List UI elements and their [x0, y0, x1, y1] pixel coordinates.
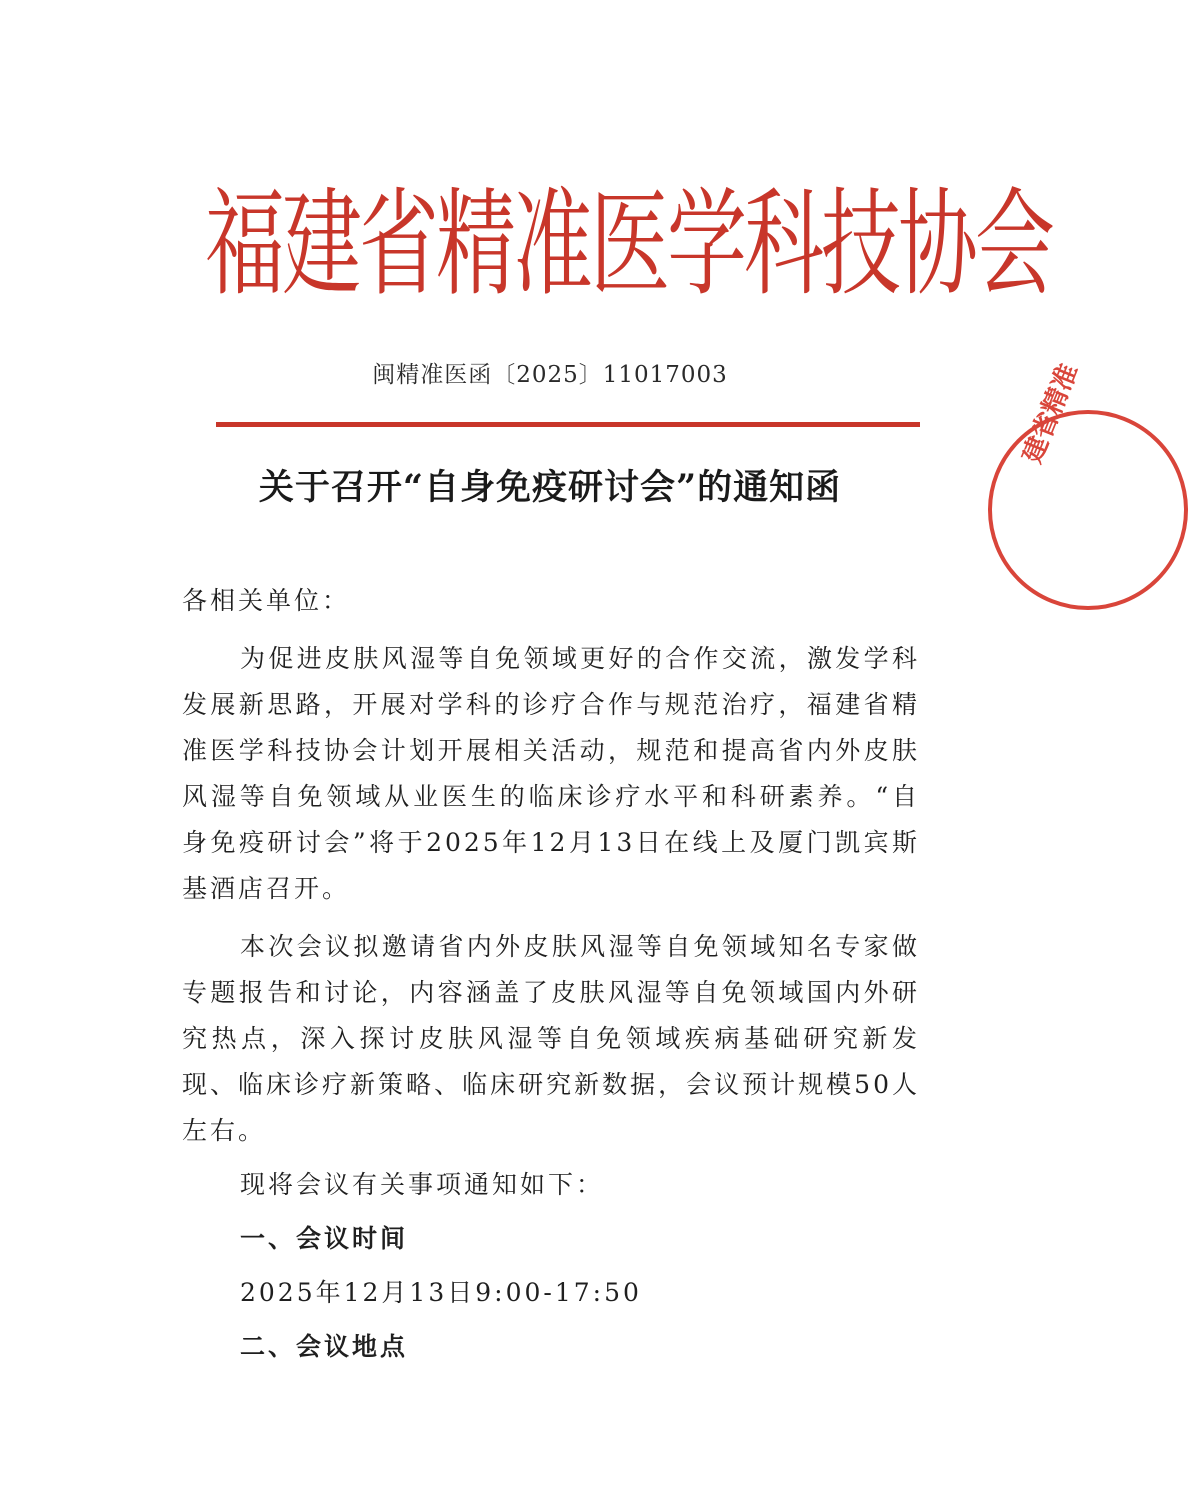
- official-seal-stamp: [988, 359, 1188, 610]
- red-divider: [216, 422, 920, 427]
- document-body: [182, 578, 920, 1370]
- greeting: 各相关单位：: [182, 586, 351, 615]
- paragraph-purpose: 为促进皮肤风湿等自免领域更好的合作交流，激发学科发展新思路，开展对学科的诊疗合作与规范治疗，福建省精准医学科技协会计划开展相关活动，规范和提高省内外皮肤风湿等自免领域从业医生的临床诊疗水平和科研素养。“自身免疫研讨会”将于2025年12月13日在线上及厦门凯宾斯基酒店召开。: [182, 644, 920, 903]
- document-number: 闽精准医函〔2025〕11017003: [372, 362, 728, 388]
- organization-letterhead: 福建省精准医学科技协会: [205, 176, 1052, 312]
- seal-text: 建省精准: [1017, 359, 1085, 468]
- document-title: 关于召开“自身免疫研讨会”的通知函: [258, 467, 842, 508]
- section-heading-time: 一、会议时间: [240, 1224, 409, 1253]
- section-heading-location: 二、会议地点: [240, 1332, 409, 1361]
- notice-intro: 现将会议有关事项通知如下：: [240, 1170, 605, 1199]
- paragraph-content: 本次会议拟邀请省内外皮肤风湿等自免领域知名专家做专题报告和讨论，内容涵盖了皮肤风湿等自免领域国内外研究热点，深入探讨皮肤风湿等自免领域疾病基础研究新发现、临床诊疗新策略、临床研究新数据，会议预计规模50人左右。: [182, 932, 920, 1145]
- section-content-time: 2025年12月13日9:00-17:50: [240, 1278, 642, 1307]
